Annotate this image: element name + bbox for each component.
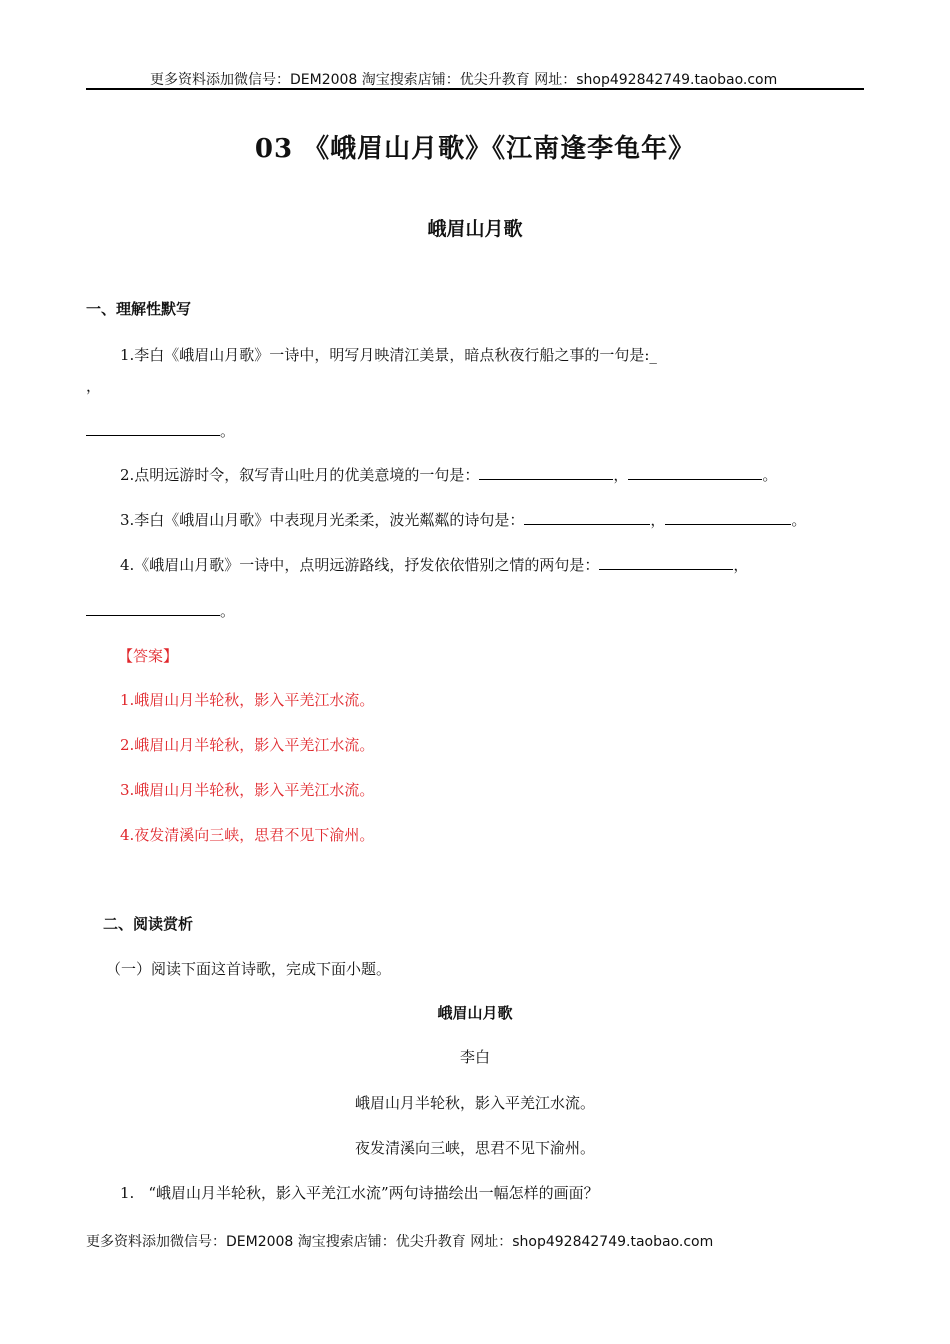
poem-author: 李白: [459, 1048, 490, 1066]
question-1-answer-line: 。: [86, 420, 235, 441]
question-4-answer-line: 。: [86, 600, 235, 621]
question-4: 4.《峨眉山月歌》一诗中，点明远游路线，抒发依依惜别之情的两句是： ，: [120, 556, 749, 574]
answer-2: 2.峨眉山月半轮秋，影入平羌江水流。: [120, 736, 375, 754]
page-title: 03 《峨眉山月歌》《江南逢李龟年》: [254, 134, 696, 164]
question-3: 3.李白《峨眉山月歌》中表现月光柔柔，波光粼粼的诗句是： ， 。: [120, 511, 807, 529]
page-footer: 更多资料添加微信号：DEM2008 淘宝搜索店铺：优尖升教育 网址：shop492842749.taobao.com: [86, 1234, 714, 1250]
poem-line-2: 夜发清溪向三峡，思君不见下渝州。: [354, 1139, 595, 1157]
section2-heading: 二、阅读赏析: [103, 915, 194, 933]
blank-line[interactable]: [479, 465, 613, 480]
question-1: 1.李白《峨眉山月歌》一诗中，明写月映清江美景，暗点秋夜行船之事的一句是:_: [120, 346, 657, 364]
answer-4: 4.夜发清溪向三峡，思君不见下渝州。: [120, 826, 375, 844]
blank-line[interactable]: [86, 421, 220, 436]
page-header: 更多资料添加微信号：DEM2008 淘宝搜索店铺：优尖升教育 网址：shop492842749.taobao.com: [150, 72, 778, 88]
blank-line[interactable]: [599, 555, 733, 570]
blank-line[interactable]: [628, 465, 762, 480]
poem-title: 峨眉山月歌: [437, 1004, 513, 1022]
question-2: 2.点明远游时令，叙写青山吐月的优美意境的一句是： ， 。: [120, 466, 778, 484]
answer-1: 1.峨眉山月半轮秋，影入平羌江水流。: [120, 691, 375, 709]
header-rule: [86, 88, 864, 90]
reading-question-1: 1. “峨眉山月半轮秋，影入平羌江水流”两句诗描绘出一幅怎样的画面？: [120, 1184, 599, 1202]
blank-line[interactable]: [86, 601, 220, 616]
blank-line[interactable]: [524, 510, 650, 525]
section1-heading: 一、理解性默写: [86, 300, 192, 318]
answer-3: 3.峨眉山月半轮秋，影入平羌江水流。: [120, 781, 375, 799]
answer-label: 【答案】: [118, 647, 179, 665]
question-1-comma: ，: [86, 377, 102, 395]
page-subtitle: 峨眉山月歌: [427, 218, 523, 240]
poem-line-1: 峨眉山月半轮秋，影入平羌江水流。: [354, 1094, 595, 1112]
blank-line[interactable]: [665, 510, 791, 525]
reading-intro: （一）阅读下面这首诗歌，完成下面小题。: [106, 960, 392, 978]
